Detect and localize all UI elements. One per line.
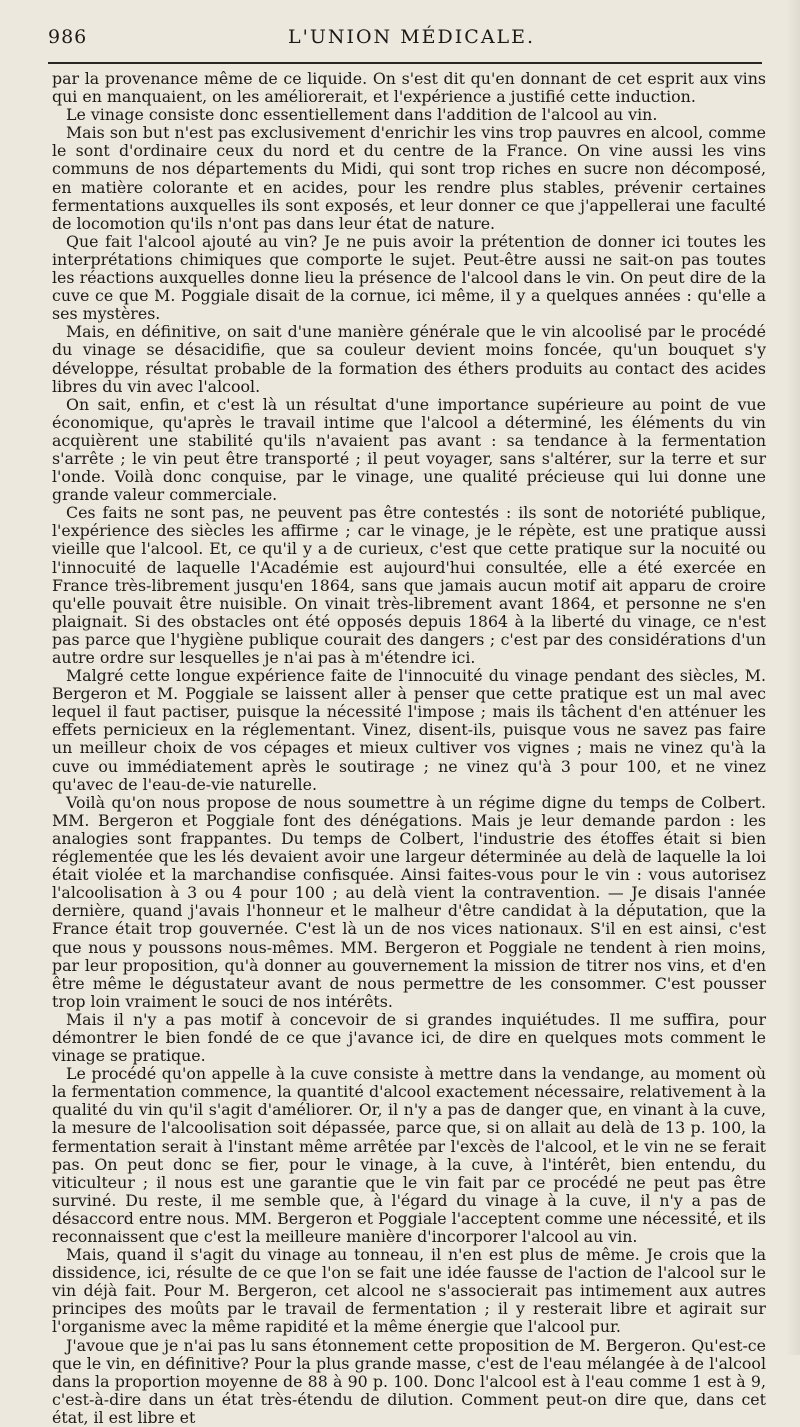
page-edge-shadow [786,0,800,1355]
paragraph: Ces faits ne sont pas, ne peuvent pas être contestés : ils sont de notoriété publique, l'expérience des siècles les affirme ; car le vinage, je le répète, est une pratique aussi vieille que l'alcool. Et, ce qu'il y a de curieux, c'est que cette pratique sur la nocuité ou l'innocuité de laquelle l'Académie est aujourd'hui consultée, elle a été exercée en France très-librement jusqu'en 1864, sans que jamais aucun motif ait apparu de croire qu'elle pouvait être nuisible. On vinait très-librement avant 1864, et personne ne s'en plaignait. Si des obstacles ont été opposés depuis 1864 à la liberté du vinage, ce n'est pas parce que l'hygiène publique courait des dangers ; c'est par des considérations d'un autre ordre sur lesquelles je n'ai pas à m'étendre ici. [52,503,766,667]
paragraph: Mais, en définitive, on sait d'une manière générale que le vin alcoolisé par le procédé du vinage se désacidifie, que sa couleur devient moins foncée, qu'un bouquet s'y développe, résultat probable de la formation des éthers produits au contact des acides libres du vin avec l'alcool. [52,322,766,396]
paragraph: J'avoue que je n'ai pas lu sans étonnement cette proposition de M. Bergeron. Qu'est-ce que le vin, en définitive? Pour la plus grande masse, c'est de l'eau mélangée à de l'alcool dans la proportion moyenne de 88 à 90 p. 100. Donc l'alcool est à l'eau comme 1 est à 9, c'est-à-dire dans un état très-étendu de dilution. Comment peut-on dire que, dans cet état, il est libre et [52,1335,766,1427]
header-rule [48,62,762,64]
paragraph: Le vinage consiste donc essentiellement dans l'addition de l'alcool au vin. [66,105,658,125]
running-head: L'UNION MÉDICALE. [288,26,536,48]
paragraph: Mais il n'y a pas motif à concevoir de si grandes inquiétudes. Il me suffira, pour démontrer le bien fondé de ce que j'avance ici, de dire en quelques mots comment le vinage se pratique. [52,1009,766,1066]
paragraph: Mais son but n'est pas exclusivement d'enrichir les vins trop pauvres en alcool, comme le sont d'ordinaire ceux du nord et du centre de la France. On vine aussi les vins communs de nos départements du Midi, qui sont trop riches en sucre non décomposé, en matière colorante et en acides, pour les rendre plus stables, prévenir certaines fermentations auxquelles ils sont exposés, et leur donner ce que j'appellerai une faculté de locomotion qu'ils n'ont pas dans leur état de nature. [52,123,766,233]
paragraph: Mais, quand il s'agit du vinage au tonneau, il n'en est plus de même. Je crois que la dissidence, ici, résulte de ce que l'on se fait une idée fausse de l'action de l'alcool sur le vin déjà fait. Pour M. Bergeron, cet alcool ne s'associerait pas intimement aux autres principes des moûts par le travail de fermentation ; il y resterait libre et agirait sur l'organisme avec la même rapidité et la même énergie que l'alcool pur. [52,1245,766,1337]
paragraph: Que fait l'alcool ajouté au vin? Je ne puis avoir la prétention de donner ici toutes les interprétations chimiques que comporte le sujet. Peut-être aussi ne sait-on pas toutes les réactions auxquelles donne lieu la présence de l'alcool dans le vin. On peut dire de la cuve ce que M. Poggiale disait de la cornue, ici même, il y a quelques années : qu'elle a ses mystères. [52,231,766,324]
page-header [48,26,762,58]
page-number: 986 [48,26,88,48]
paragraph: On sait, enfin, et c'est là un résultat d'une importance supérieure au point de vue économique, qu'après le travail intime que l'alcool a déterminé, les éléments du vin acquièrent une stabilité qu'ils n'avaient pas avant : sa tendance à la fermentation s'arrête ; le vin peut être transporté ; il peut voyager, sans s'altérer, sur la terre et sur l'onde. Voilà donc conquise, par le vinage, une qualité précieuse qui lui donne une grande valeur commerciale. [52,394,766,505]
article-body [52,70,766,1427]
paragraph: Voilà qu'on nous propose de nous soumettre à un régime digne du temps de Colbert. MM. Bergeron et Poggiale font des dénégations. Mais je leur demande pardon : les analogies sont frappantes. Du temps de Colbert, l'industrie des étoffes était si bien réglementée que les lés devaient avoir une largeur déterminée au delà de laquelle la loi était violée et la marchandise confisquée. Ainsi faites-vous pour le vin : vous autorisez l'alcoolisation à 3 ou 4 pour 100 ; au delà vient la contravention. — Je disais l'année dernière, quand j'avais l'honneur et le malheur d'être candidat à la députation, que la France était trop gouvernée. C'est là un de nos vices nationaux. S'il en est ainsi, c'est que nous y poussons nous-mêmes. MM. Bergeron et Poggiale ne tendent à rien moins, par leur proposition, qu'à donner au gouvernement la mission de titrer nos vins, et d'en être même le dégustateur avant de nous permettre de les consommer. C'est pousser trop loin vraiment le souci de nos intérêts. [52,792,766,1011]
paragraph: Le procédé qu'on appelle à la cuve consiste à mettre dans la vendange, au moment où la fermentation commence, la quantité d'alcool exactement nécessaire, relativement à la qualité du vin qu'il s'agit d'améliorer. Or, il n'y a pas de danger que, en vinant à la cuve, la mesure de l'alcoolisation soit dépassée, parce que, si on allait au delà de 13 p. 100, la fermentation serait à l'instant même arrêtée par l'excès de l'alcool, et le vin ne se ferait pas. On peut donc se fier, pour le vinage, à la cuve, à l'intérêt, bien entendu, du viticulteur ; il nous est une garantie que le vin fait par ce procédé ne peut pas être surviné. Du reste, il me semble que, à l'égard du vinage à la cuve, il n'y a pas de désaccord entre nous. MM. Bergeron et Poggiale l'acceptent comme une nécessité, et ils reconnaissent que c'est la meilleure manière d'incorporer l'alcool au vin. [52,1064,766,1246]
paragraph: par la provenance même de ce liquide. On s'est dit qu'en donnant de cet esprit aux vins qui en manquaient, on les améliorerait, et l'expérience a justifié cette induction. [52,69,766,107]
paragraph: Malgré cette longue expérience faite de l'innocuité du vinage pendant des siècles, M. Bergeron et M. Poggiale se laissent aller à penser que cette pratique est un mal avec lequel il faut pactiser, puisque la nécessité l'impose ; mais ils tâchent d'en atténuer les effets pernicieux en la réglementant. Vinez, disent-ils, puisque vous ne savez pas faire un meilleur choix de vos cépages et mieux cultiver vos vignes ; mais ne vinez qu'à la cuve ou immédiatement après le soutirage ; ne vinez qu'à 3 pour 100, et ne vinez qu'avec de l'eau-de-vie naturelle. [52,666,766,794]
